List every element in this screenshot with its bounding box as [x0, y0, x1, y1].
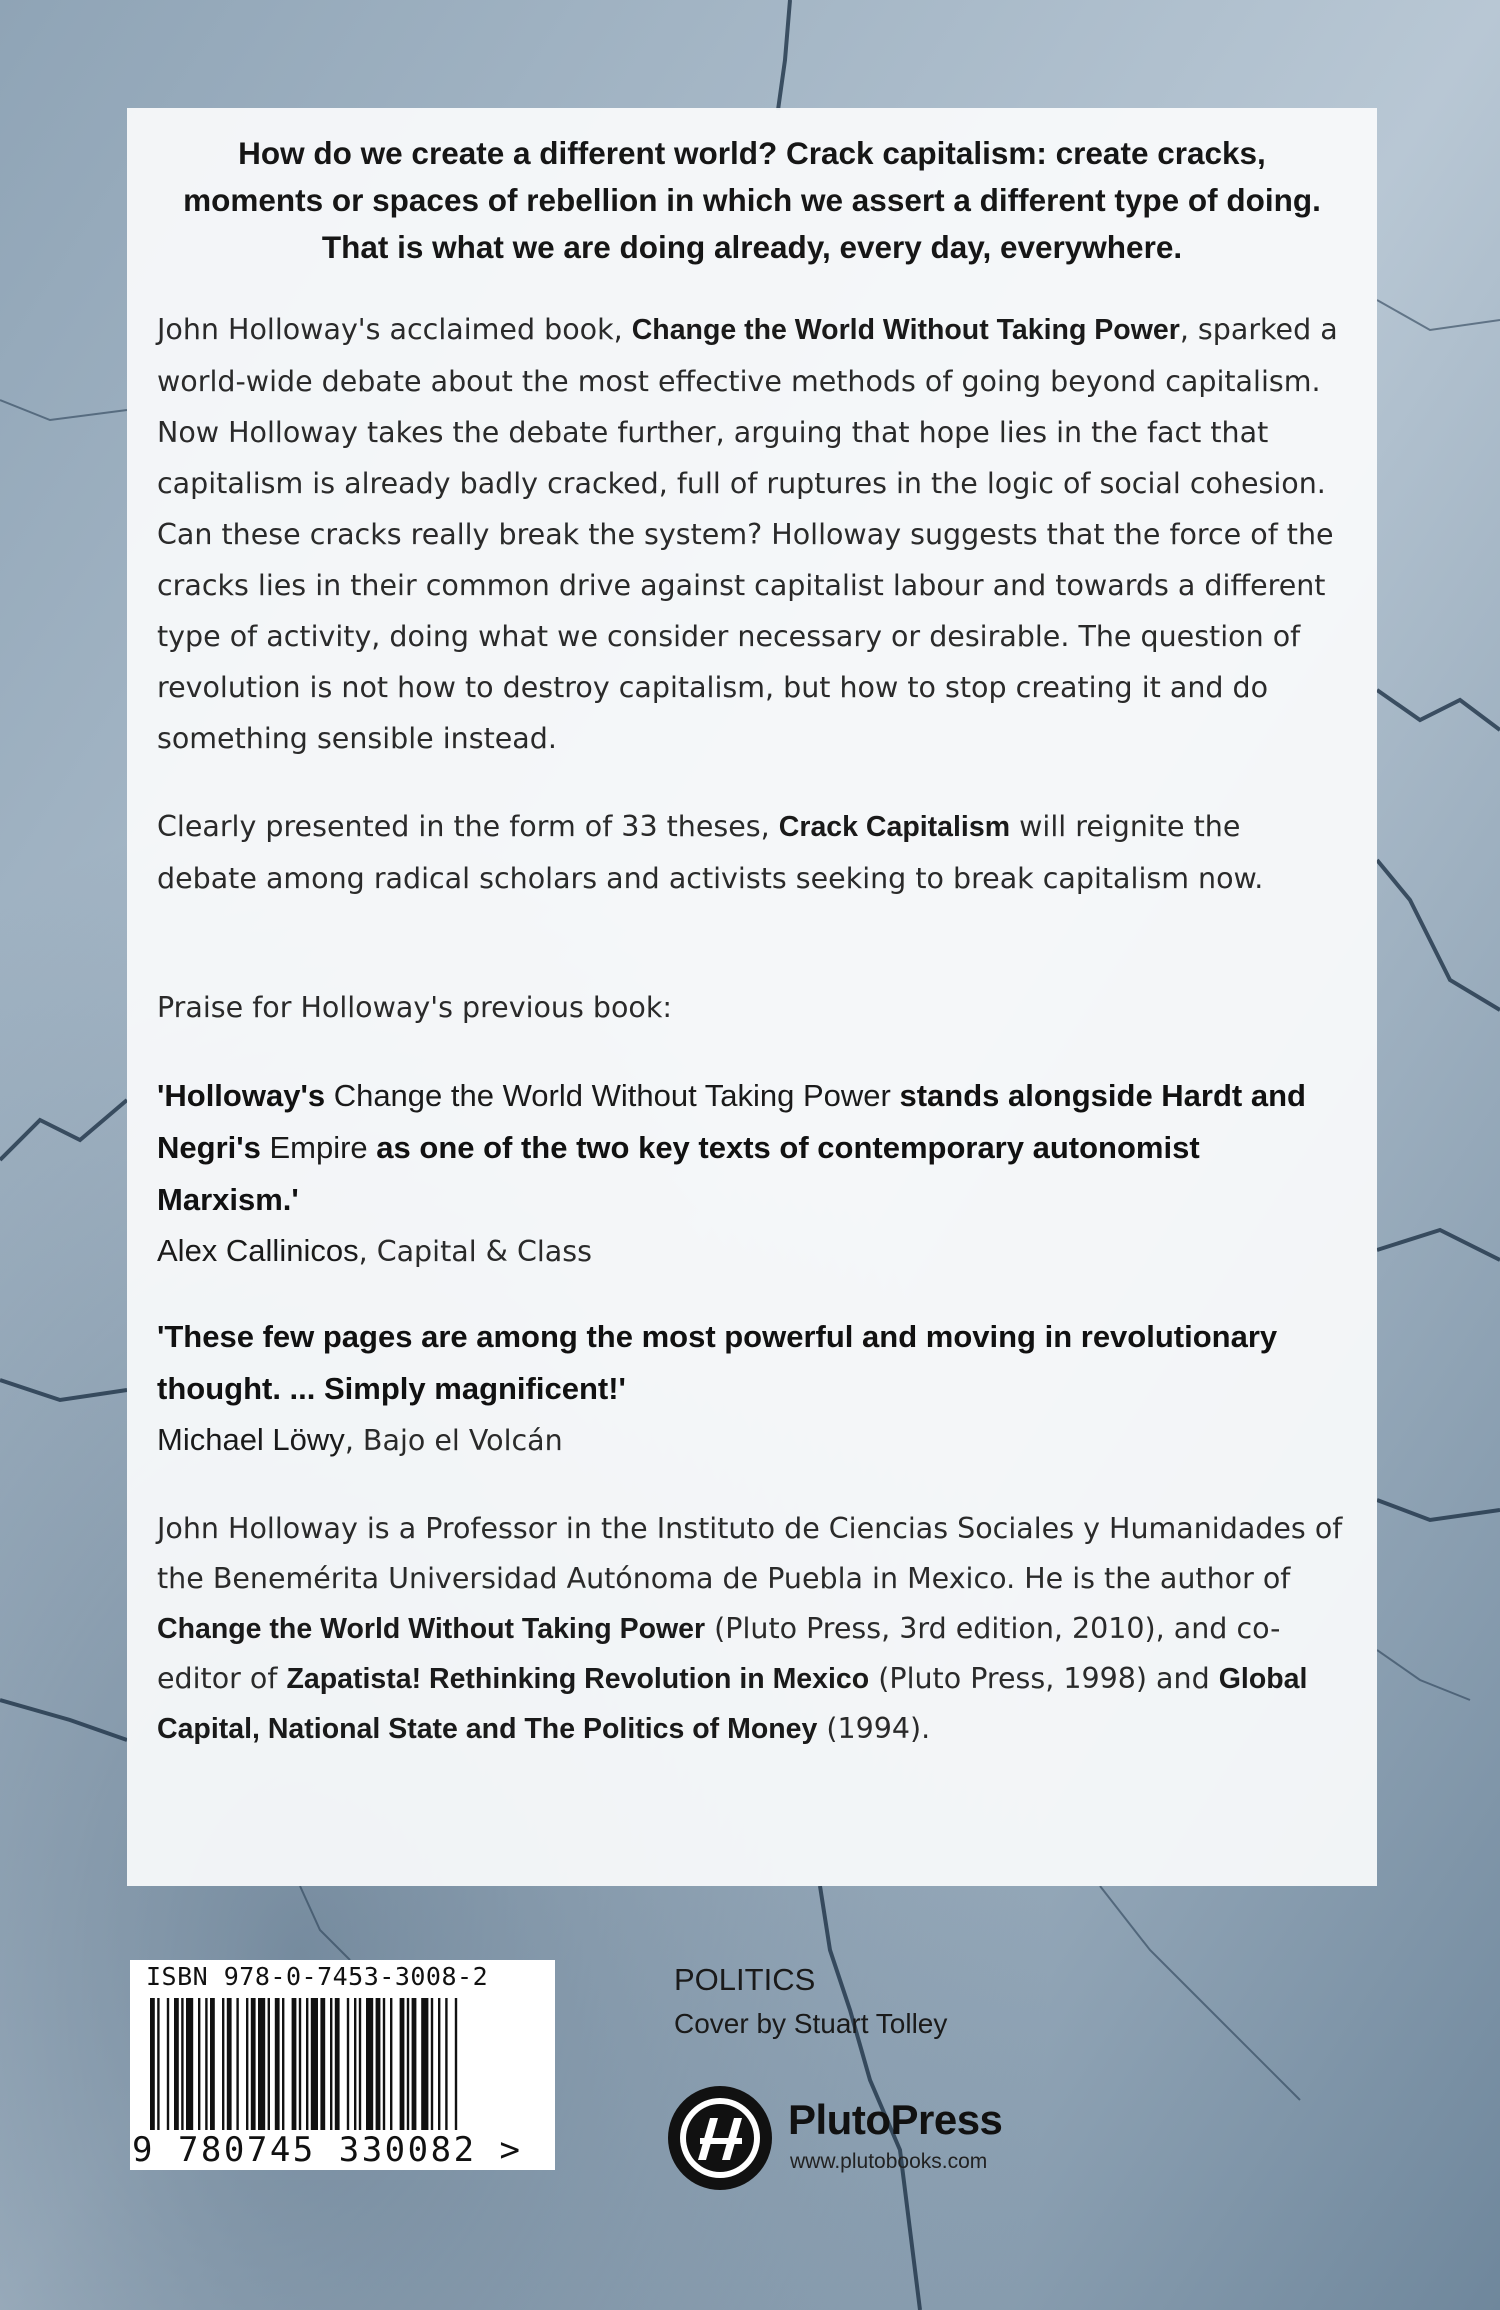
- quote1-part3: as one of the two key texts of contemporary autonomist Marxism.': [157, 1130, 1200, 1217]
- isbn-label: ISBN 978-0-7453-3008-2: [146, 1962, 489, 1991]
- barcode-icon: [150, 1998, 545, 2130]
- publisher-name: PlutoPress: [788, 2096, 1003, 2143]
- quote1-source: , Capital & Class: [358, 1235, 592, 1268]
- para1-book-title: Change the World Without Taking Power: [631, 314, 1180, 346]
- praise-quote-2: [157, 1311, 1347, 1415]
- pluto-press-logo-icon: [664, 2082, 776, 2194]
- blurb-panel: [127, 108, 1377, 1886]
- bio-book-2: Zapatista! Rethinking Revolution in Mexico: [286, 1663, 870, 1695]
- quote2-attribution: [157, 1415, 1347, 1466]
- category-label: POLITICS: [674, 1962, 816, 1997]
- quote2-author: Michael Löwy: [157, 1422, 345, 1457]
- publisher-url: www.plutobooks.com: [790, 2150, 988, 2173]
- barcode-block: [130, 1960, 555, 2170]
- cover-credit: Cover by Stuart Tolley: [674, 2008, 948, 2039]
- praise-quote-1: [157, 1070, 1347, 1226]
- para2-lead: Clearly presented in the form of 33 theses,: [157, 810, 779, 843]
- para1-lead: John Holloway's acclaimed book,: [157, 313, 632, 346]
- bio-book-1: Change the World Without Taking Power: [157, 1613, 706, 1645]
- summary-paragraph: [157, 801, 1347, 904]
- bio-text-3: (Pluto Press, 1998) and: [869, 1662, 1219, 1695]
- bio-text-2: (Pluto Press, 3rd edition, 2010), and co-editor of: [157, 1612, 1281, 1695]
- headline: How do we create a different world? Crack capitalism: create cracks, moments or spaces of rebellion in which we assert a different type of doing. That is what we are doing already, every day, everywhere.: [183, 135, 1321, 265]
- quote1-part2: stands alongside Hardt and Negri's: [157, 1078, 1306, 1165]
- bio-text-4: (1994).: [817, 1712, 931, 1745]
- author-bio: [157, 1504, 1347, 1754]
- quote1-part1: 'Holloway's: [157, 1078, 334, 1113]
- quote1-author: Alex Callinicos: [157, 1233, 359, 1268]
- bio-book-3: Global Capital, National State and The Politics of Money: [157, 1663, 1308, 1745]
- quote2-source: , Bajo el Volcán: [344, 1424, 563, 1457]
- barcode-digits: 9 780745 330082 >: [132, 2130, 523, 2170]
- quote1-title1: Change the World Without Taking Power: [333, 1078, 891, 1113]
- quote1-attribution: [157, 1226, 1347, 1277]
- praise-heading: Praise for Holloway's previous book:: [157, 991, 672, 1024]
- quote2-text: 'These few pages are among the most powerful and moving in revolutionary thought. ... Simply magnificent!': [157, 1319, 1278, 1406]
- description-paragraph: [157, 304, 1347, 764]
- quote1-title2: Empire: [269, 1130, 368, 1165]
- bio-text-1: John Holloway is a Professor in the Instituto de Ciencias Sociales y Humanidades of the Benemérita Universidad Autónoma de Puebla in Mexico. He is the author of: [157, 1512, 1343, 1595]
- para2-rest: will reignite the debate among radical scholars and activists seeking to break capitalism now.: [157, 810, 1264, 895]
- para1-rest: , sparked a world-wide debate about the most effective methods of going beyond capitalism. Now Holloway takes the debate further, arguing that hope lies in the fact that capitalism is already badly cracked, full of ruptures in the logic of social cohesion. Can these cracks really break the system? Holloway suggests that the force of the cracks lies in their common drive against capitalist labour and towards a different type of activity, doing what we consider necessary or desirable. The question of revolution is not how to destroy capitalism, but how to stop creating it and do something sensible instead.: [157, 313, 1338, 755]
- para2-book-title: Crack Capitalism: [778, 811, 1011, 843]
